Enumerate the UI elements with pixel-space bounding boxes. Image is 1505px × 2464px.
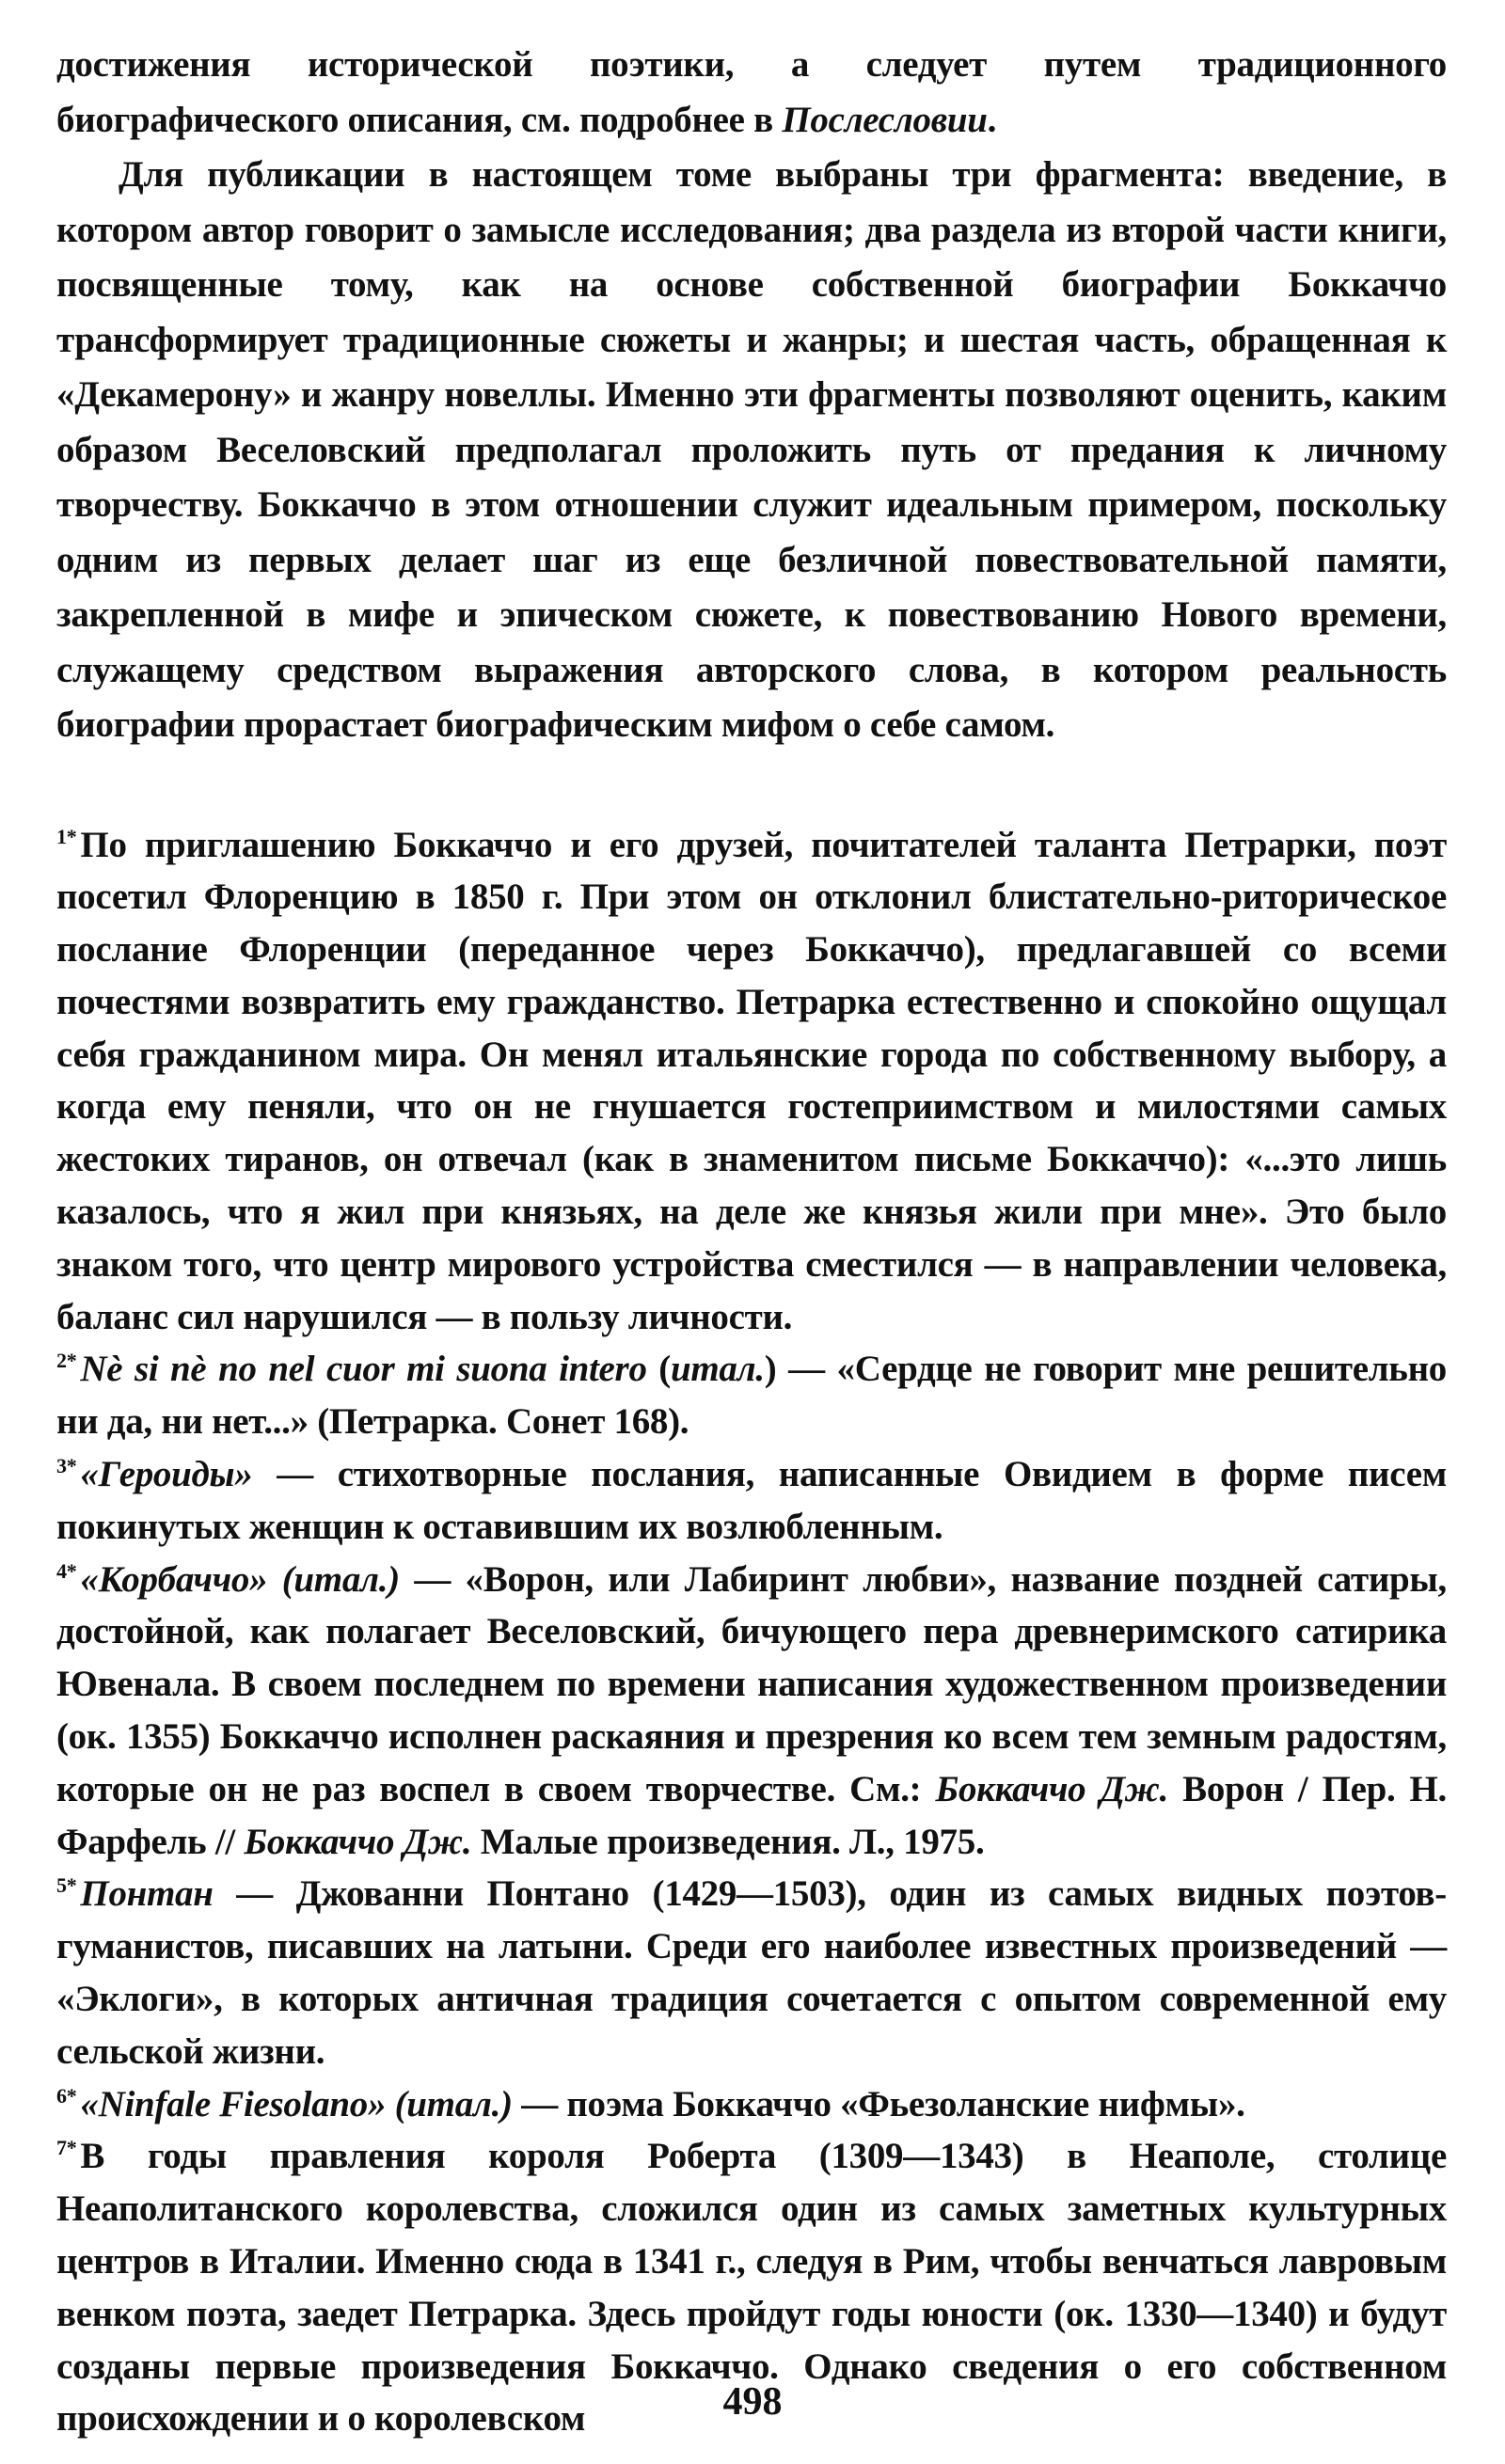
footnote-2 [56, 1343, 1447, 1448]
footnote-4 [56, 1554, 1447, 1869]
author-name: Боккаччо Дж. [935, 1768, 1169, 1809]
footnote-text: — стихотворные послания, написанные Овидием в форме писем покинутых женщин к оставившим их возлюбленным. [56, 1454, 1447, 1547]
footnote-mark: 3* [56, 1454, 77, 1478]
footnote-text: По приглашению Боккаччо и его друзей, почитателей таланта Петрарки, поэт посетил Флоренцию в 1850 г. При этом он отклонил блистательно-риторическое послание Флоренции (переданное через Боккаччо), предлагавшей со всеми почестями возвратить ему гражданство. Петрарка естественно и спокойно ощущал себя гражданином мира. Он менял итальянские города по собственному выбору, а когда ему пеняли, что он не гнушается гостеприимством и милостями самых жестоких тиранов, он отвечал (как в знаменитом письме Боккаччо): «...это лишь казалось, что я жил при князьях, на деле же князья жили при мне». Это было знаком того, что центр мирового устройства сместился — в направлении человека, баланс сил нарушился — в пользу личности. [56, 824, 1447, 1337]
paragraph-text: достижения исторической поэтики, а следует путем традиционного биографического описания, см. подробнее в [56, 44, 1447, 140]
footnote-6 [56, 2078, 1447, 2131]
body-paragraph-2: Для публикации в настоящем томе выбраны три фрагмента: введение, в котором автор говорит о замысле исследования; два раздела из второй части книги, посвященные тому, как на основе собственной биографии Боккаччо трансформирует традиционные сюжеты и жанры; и шестая часть, обращенная к «Декамерону» и жанру новеллы. Именно эти фрагменты позволяют оценить, каким образом Веселовский предполагал проложить путь от предания к личному творчеству. Боккаччо в этом отношении служит идеальным примером, поскольку одним из первых делает шаг из еще безличной повествовательной памяти, закрепленной в мифе и эпическом сюжете, к повествованию Нового времени, служащему средством выражения авторского слова, в котором реальность биографии прорастает биографическим мифом о себе самом. [56, 154, 1447, 745]
page-number: 498 [722, 2380, 783, 2424]
footnote-mark: 6* [56, 2083, 77, 2108]
footnote-text: Малые произведения. Л., 1975. [471, 1821, 985, 1862]
footnote-mark: 7* [56, 2136, 77, 2160]
footnote-text: В годы правления короля Роберта (1309—1343) в Неаполе, столице Неаполитанского королевства, сложился один из самых заметных культурных центров в Италии. Именно сюда в 1341 г., следуя в Рим, чтобы венчаться лавровым венком поэта, заедет Петрарка. Здесь пройдут годы юности (ок. 1330—1340) и будут созданы первые произведения Боккаччо. Однако сведения о его собственном происхождении и о королевском [56, 2136, 1447, 2440]
language-abbrev: итал. [671, 1349, 765, 1390]
footnote-text: ) — «Сердце не говорит мне решительно ни да, ни нет...» (Петрарка. Сонет 168). [56, 1349, 1447, 1443]
footnote-5 [56, 1868, 1447, 2077]
footnote-mark: 4* [56, 1558, 77, 1583]
footnote-text: — «Ворон, или Лабиринт любви», название поздней сатиры, достойной, как полагает Веселовский, бичующего пера древнеримского сатирика Ювенала. В своем последнем по времени написания художественном произведении (ок. 1355) Боккаччо исполнен раскаяния и презрения ко всем тем земным радостям, которые он не раз воспел в своем творчестве. См.: [56, 1558, 1447, 1809]
footnote-mark: 5* [56, 1873, 77, 1898]
footnote-term: Понтан [80, 1873, 214, 1915]
footnote-term: «Героиды» [80, 1454, 253, 1495]
footnote-1 [56, 819, 1447, 1344]
footnote-text: — поэма Боккаччо «Фьезоланские нифмы». [512, 2083, 1245, 2124]
section-gap [56, 753, 1447, 819]
footnote-mark: 2* [56, 1349, 77, 1373]
footnote-term: «Ninfale Fiesolano» (итал.) [80, 2083, 513, 2124]
page-content [56, 38, 1447, 2445]
footnote-mark: 1* [56, 824, 77, 848]
footnote-term: «Корбаччо» (итал.) [80, 1558, 400, 1600]
afterword-reference: Послесловии [782, 99, 988, 140]
footnote-text: Ворон / Пер. Н. Фарфель // [56, 1768, 1447, 1862]
body-paragraph-1 [56, 38, 1447, 148]
footnote-3 [56, 1448, 1447, 1554]
footnote-quote: Nè si nè no nel cuor mi suona intero [80, 1349, 647, 1390]
footnote-text: ( [646, 1349, 671, 1390]
paragraph-text-end: . [987, 99, 997, 140]
footnote-text: — Джованни Понтано (1429—1503), один из самых видных поэтов-гуманистов, писавших на латыни. Среди его наиболее известных произведений — «Эклоги», в которых античная традиция сочетается с опытом современной ему сельской жизни. [56, 1873, 1447, 2072]
author-name: Боккаччо Дж. [244, 1821, 472, 1862]
